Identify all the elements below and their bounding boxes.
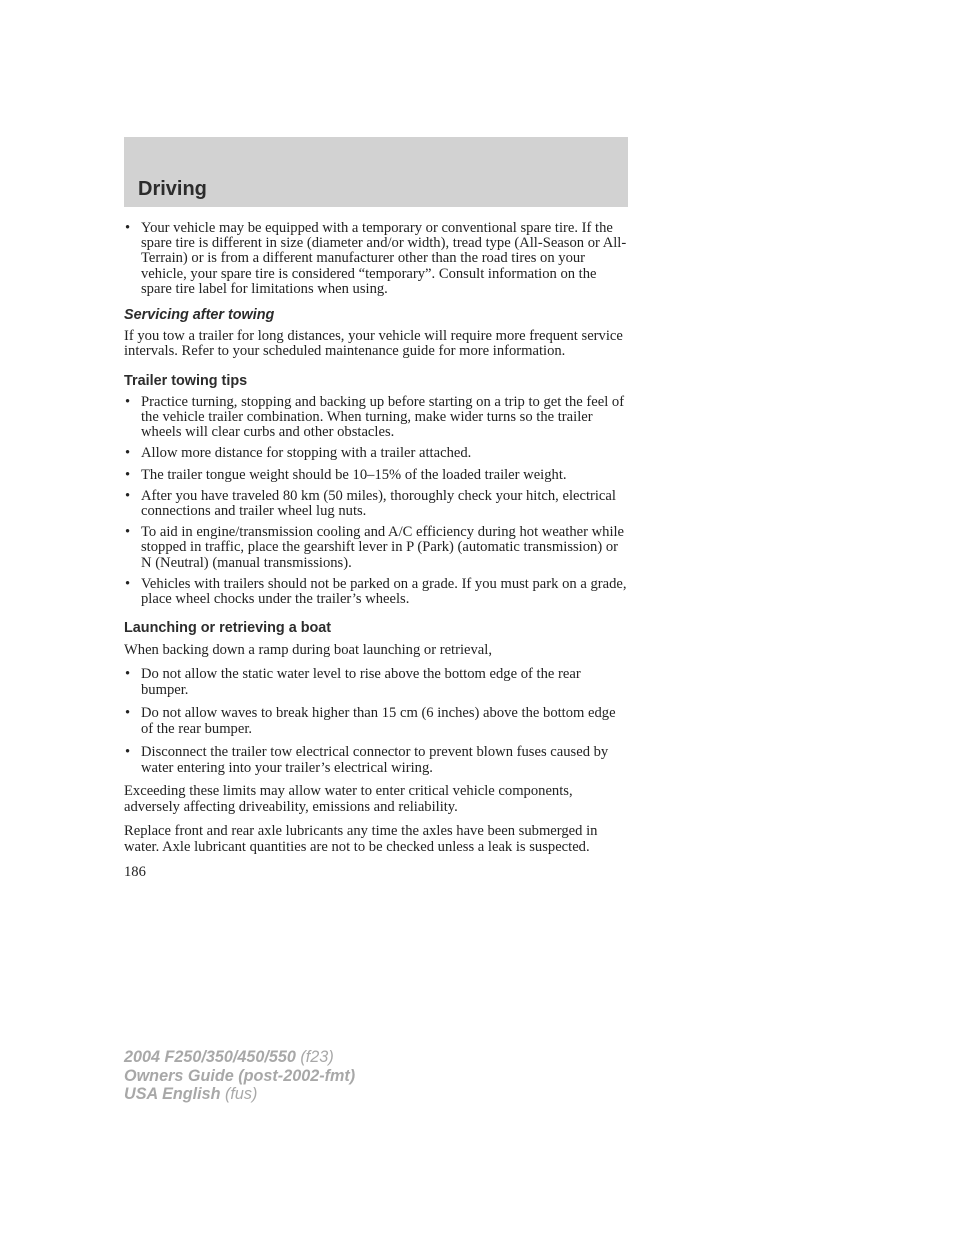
boat-paragraph-axle: Replace front and rear axle lubricants any time the axles have been submerged in water. Axle lubricant quantities are not to be checked unless a leak is suspected. — [124, 823, 598, 856]
bullet-text: The trailer tongue weight should be 10–15% of the loaded trailer weight. — [141, 466, 567, 483]
bullet-icon: • — [125, 220, 131, 236]
bullet-icon: • — [125, 744, 131, 761]
list-item — [124, 395, 630, 441]
bullet-icon: • — [125, 393, 131, 410]
footer-model-code: (f23) — [295, 1048, 334, 1066]
list-item — [124, 489, 630, 519]
bullet-icon: • — [125, 445, 131, 462]
boat-heading: Launching or retrieving a boat — [124, 620, 332, 637]
list-item — [124, 666, 630, 698]
bullet-text: Disconnect the trailer tow electrical connector to prevent blown fuses caused by water entering into your trailer’s electrical wiring. — [141, 744, 609, 777]
bullet-text: Your vehicle may be equipped with a temporary or conventional spare tire. If the spare tire is different in size (diameter and/or width), tread type (All-Season or All-Terrain) or is from a different manufacturer other than the road tires on your vehicle, your spare tire is considered “temporary”. Consult information on the spare tire label for limitations when using. — [141, 220, 627, 297]
list-item — [124, 744, 630, 776]
footer-line-model — [124, 1048, 355, 1067]
servicing-paragraph: If you tow a trailer for long distances, your vehicle will require more frequent service intervals. Refer to your scheduled maintenance guide for more information. — [124, 328, 623, 360]
bullet-icon: • — [125, 466, 131, 483]
page-content — [124, 221, 630, 881]
list-item — [124, 525, 630, 571]
bullet-text: Do not allow the static water level to rise above the bottom edge of the rear bumper. — [141, 666, 581, 699]
footer-language: USA English — [124, 1085, 221, 1103]
bullet-icon: • — [125, 487, 131, 504]
bullet-text: To aid in engine/transmission cooling and A/C efficiency during hot weather while stopped in traffic, place the gearshift lever in P (Park) (automatic transmission) or N (Neutral) (manual transmissions). — [141, 524, 625, 571]
servicing-heading: Servicing after towing — [124, 307, 275, 324]
bullet-icon: • — [125, 705, 131, 722]
bullet-text: Practice turning, stopping and backing up before starting on a trip to get the feel of the vehicle trailer combination. When turning, make wider turns so the trailer wheels will clear curbs and other obstacles. — [141, 393, 625, 441]
section-title: Driving — [138, 178, 207, 200]
list-item — [124, 221, 630, 297]
boat-intro: When backing down a ramp during boat launching or retrieval, — [124, 642, 492, 659]
boat-section — [124, 642, 630, 855]
bullet-text: After you have traveled 80 km (50 miles), thoroughly check your hitch, electrical connections and trailer wheel lug nuts. — [141, 487, 616, 520]
page-number: 186 — [124, 864, 146, 881]
list-item — [124, 446, 630, 461]
footer-line-language — [124, 1085, 355, 1104]
bullet-icon: • — [125, 575, 131, 592]
list-item — [124, 705, 630, 737]
list-item — [124, 577, 630, 607]
footer-language-code: (fus) — [220, 1085, 258, 1103]
bullet-icon: • — [125, 524, 131, 541]
bullet-icon: • — [125, 666, 131, 683]
footer-guide: Owners Guide (post-2002-fmt) — [124, 1066, 356, 1085]
boat-paragraph-limits: Exceeding these limits may allow water to enter critical vehicle components, adversely affecting driveability, emissions and reliability. — [124, 783, 573, 816]
bullet-text: Do not allow waves to break higher than 15 cm (6 inches) above the bottom edge of the rear bumper. — [141, 705, 616, 738]
list-item — [124, 468, 630, 483]
section-header-band — [124, 137, 628, 207]
bullet-text: Allow more distance for stopping with a trailer attached. — [141, 445, 472, 462]
footer-model: 2004 F250/350/450/550 — [124, 1048, 296, 1066]
bullet-text: Vehicles with trailers should not be parked on a grade. If you must park on a grade, place wheel chocks under the trailer’s wheels. — [141, 575, 627, 608]
document-footer — [124, 1048, 355, 1104]
trailer-tips-heading: Trailer towing tips — [124, 372, 248, 389]
